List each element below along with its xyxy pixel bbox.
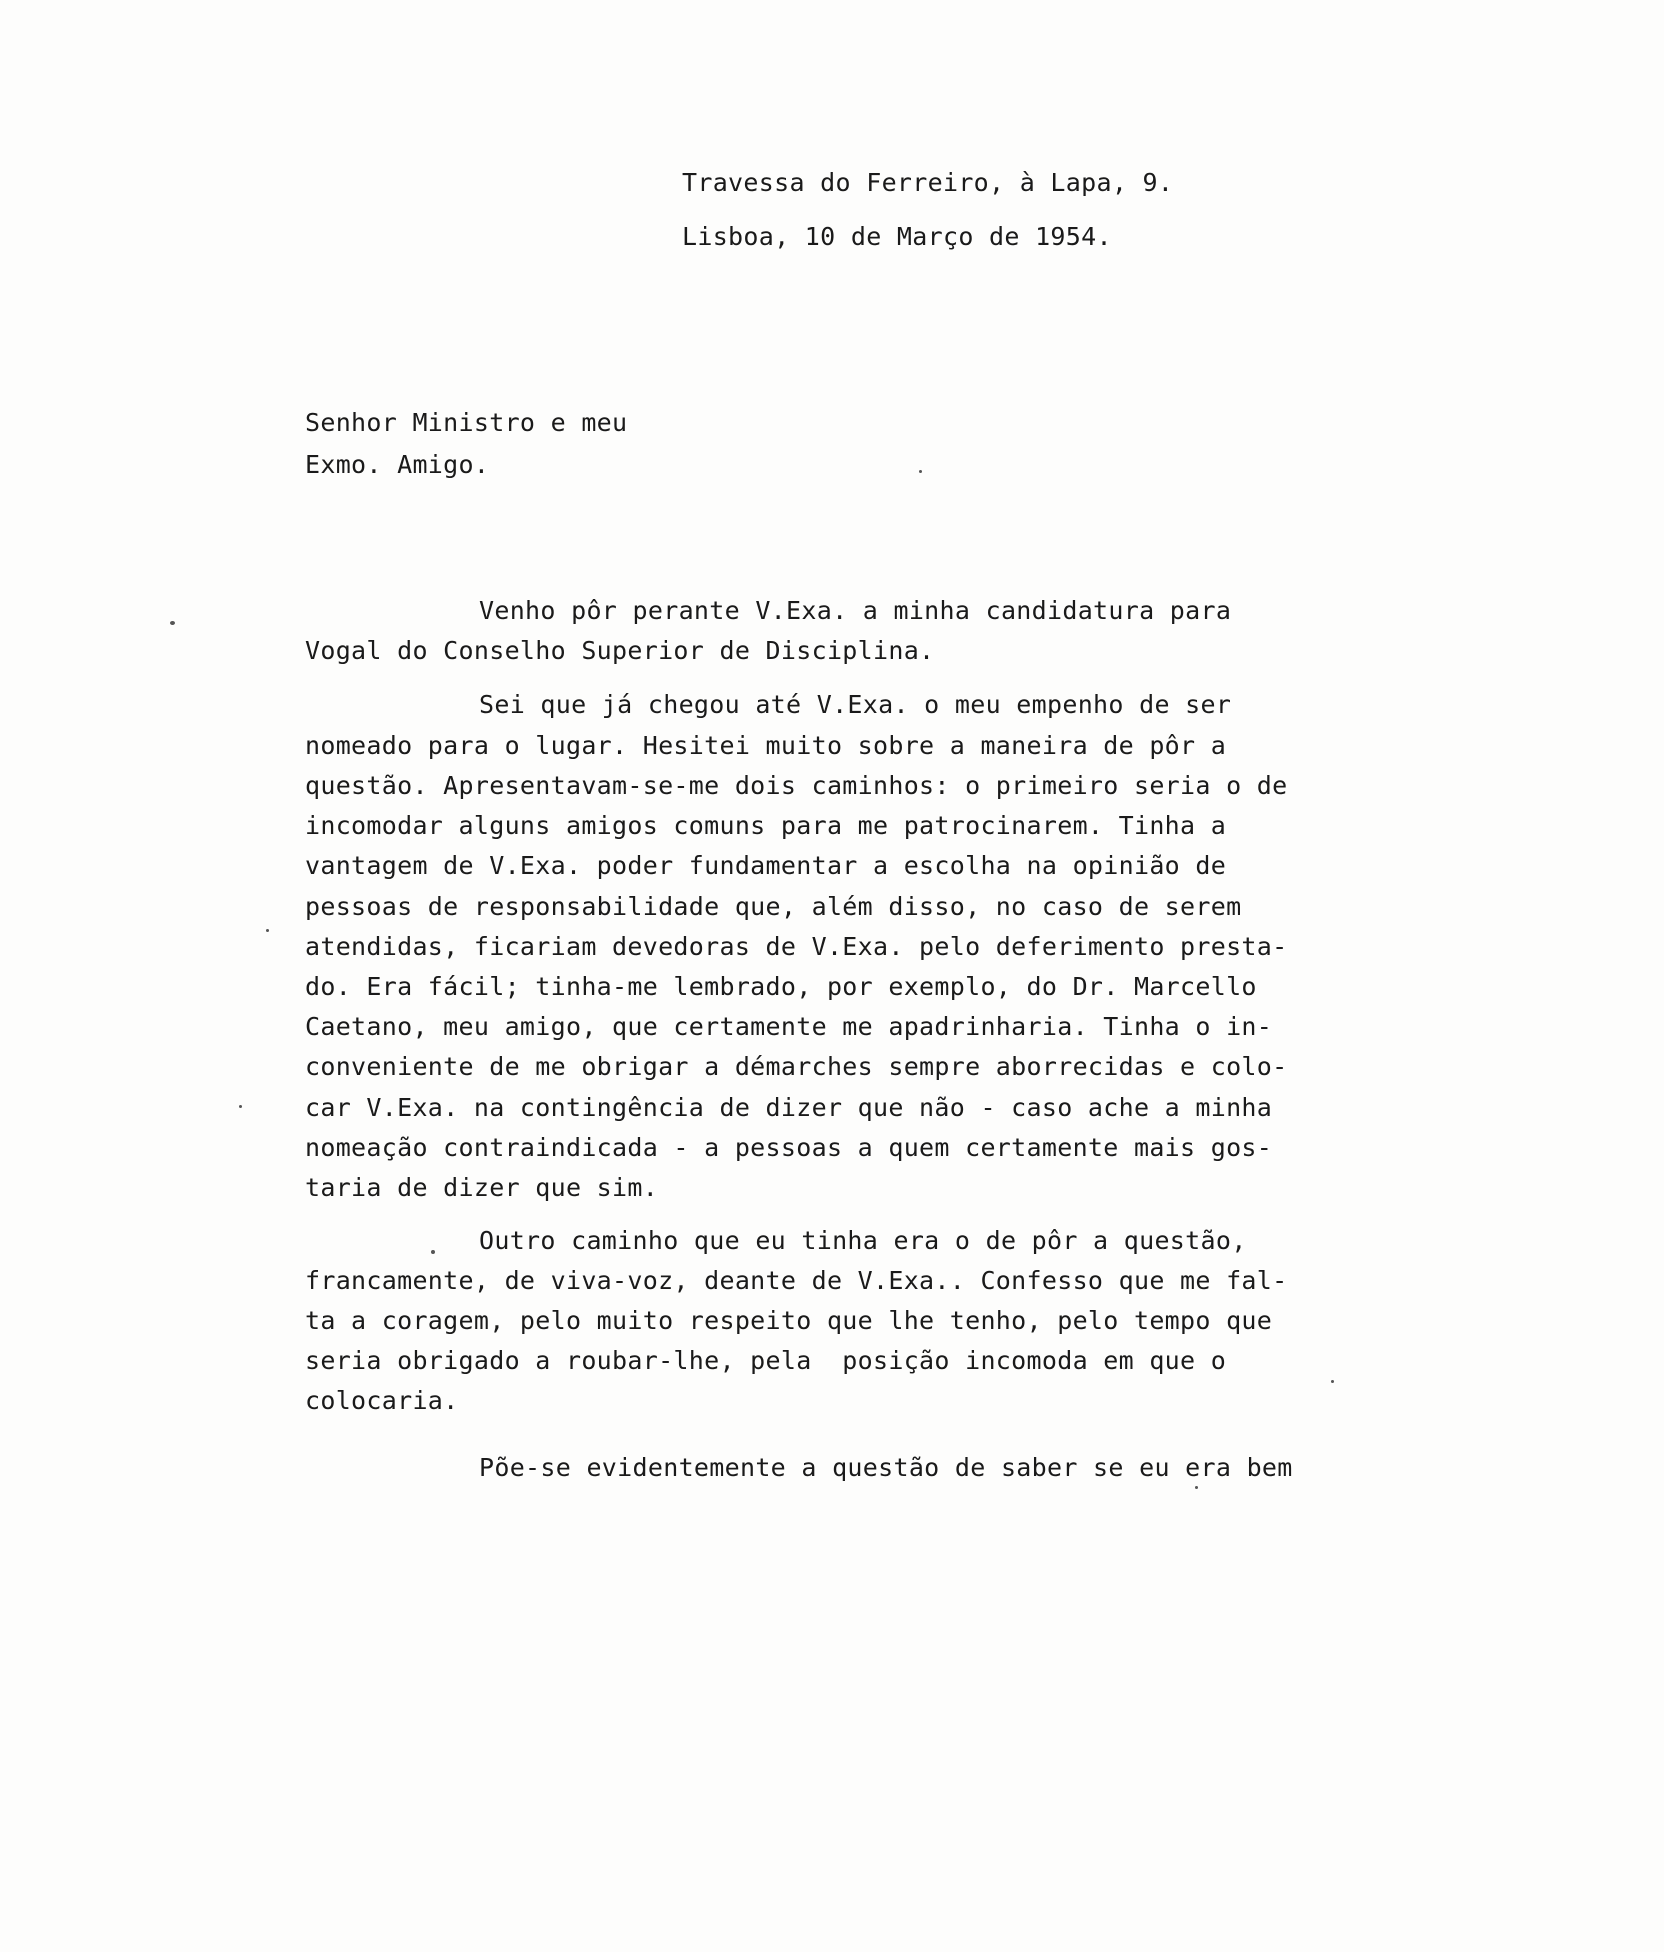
body-line: Vogal do Conselho Superior de Disciplina. <box>305 636 935 665</box>
scan-speck <box>431 1250 435 1254</box>
scan-speck <box>1331 1380 1334 1383</box>
body-line: nomeação contraindicada - a pessoas a quem certamente mais gos- <box>305 1133 1273 1162</box>
salutation-line: Exmo. Amigo. <box>305 450 490 479</box>
body-line: car V.Exa. na contingência de dizer que não - caso ache a minha <box>305 1093 1273 1122</box>
body-line: ta a coragem, pelo muito respeito que lhe tenho, pelo tempo que <box>305 1306 1273 1335</box>
body-line: nomeado para o lugar. Hesitei muito sobre a maneira de pôr a <box>305 731 1227 760</box>
body-line: pessoas de responsabilidade que, além disso, no caso de serem <box>305 892 1242 921</box>
body-line: francamente, de viva-voz, deante de V.Exa.. Confesso que me fal- <box>305 1266 1288 1295</box>
address-line: Travessa do Ferreiro, à Lapa, 9. <box>682 168 1174 197</box>
body-line: conveniente de me obrigar a démarches sempre aborrecidas e colo- <box>305 1052 1288 1081</box>
scan-speck <box>1195 1486 1198 1489</box>
body-line: Põe-se evidentemente a questão de saber se eu era bem <box>479 1453 1293 1482</box>
body-line: Sei que já chegou até V.Exa. o meu empenho de ser <box>479 690 1232 719</box>
body-line: taria de dizer que sim. <box>305 1173 659 1202</box>
scan-speck <box>170 621 175 625</box>
body-line: do. Era fácil; tinha-me lembrado, por exemplo, do Dr. Marcello <box>305 972 1257 1001</box>
body-line: questão. Apresentavam-se-me dois caminhos: o primeiro seria o de <box>305 771 1288 800</box>
body-line: Venho pôr perante V.Exa. a minha candidatura para <box>479 596 1232 625</box>
body-line: colocaria. <box>305 1386 459 1415</box>
body-line: seria obrigado a roubar-lhe, pela posição incomoda em que o <box>305 1346 1227 1375</box>
body-line: Caetano, meu amigo, que certamente me apadrinharia. Tinha o in- <box>305 1012 1273 1041</box>
body-line: vantagem de V.Exa. poder fundamentar a escolha na opinião de <box>305 851 1227 880</box>
date-line: Lisboa, 10 de Março de 1954. <box>682 222 1112 251</box>
body-line: atendidas, ficariam devedoras de V.Exa. pelo deferimento presta- <box>305 932 1288 961</box>
body-line: Outro caminho que eu tinha era o de pôr a questão, <box>479 1226 1247 1255</box>
scan-speck <box>239 1105 242 1108</box>
salutation-line: Senhor Ministro e meu <box>305 408 628 437</box>
scan-speck <box>266 929 269 932</box>
body-line: incomodar alguns amigos comuns para me patrocinarem. Tinha a <box>305 811 1227 840</box>
scan-speck <box>919 470 922 473</box>
